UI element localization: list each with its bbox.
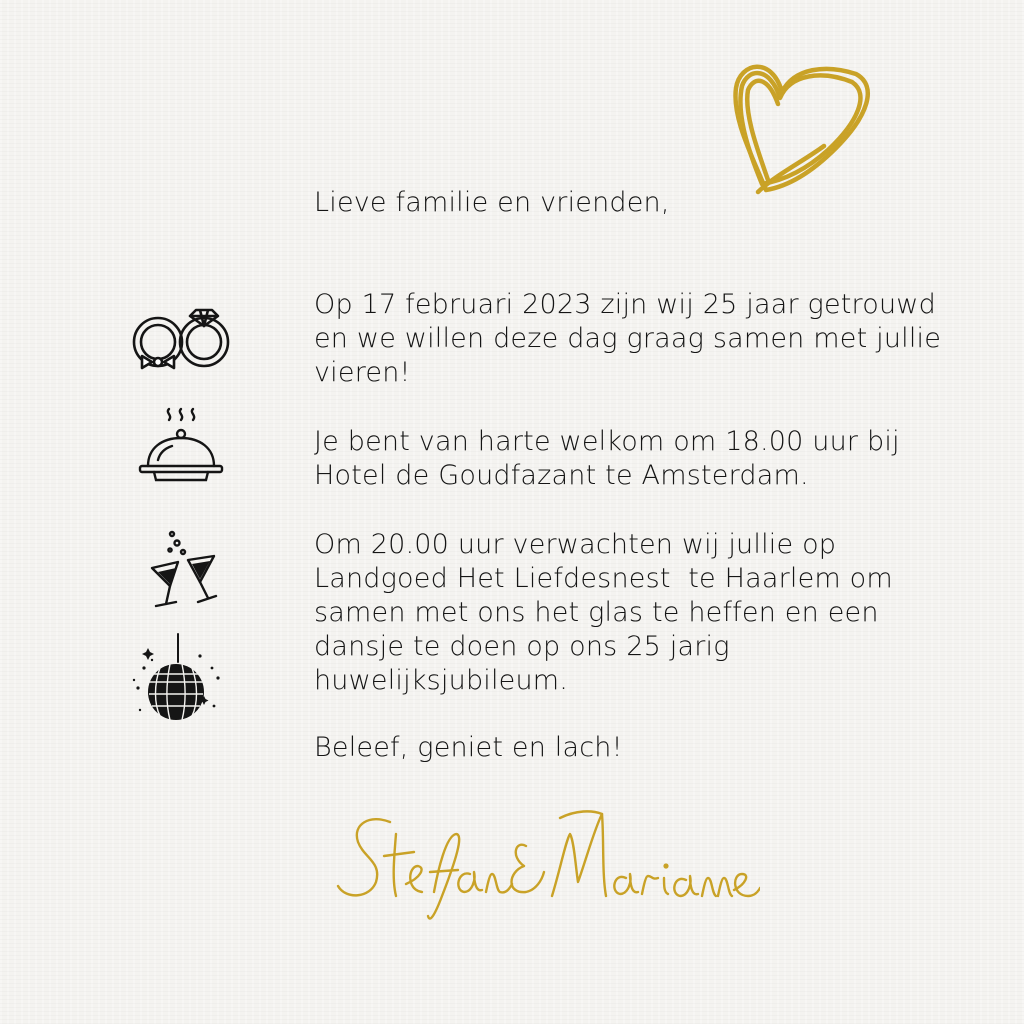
- text-line: Landgoed Het Liefdesnest te Haarlem om: [314, 563, 893, 594]
- signature: [330, 800, 760, 930]
- food-cloche-icon: [136, 406, 228, 486]
- text-line: Hotel de Goudfazant te Amsterdam.: [314, 460, 809, 491]
- text-line: en we willen deze dag graag samen met jullie: [314, 323, 942, 354]
- paragraph-dinner: [314, 425, 900, 493]
- text-line: vieren!: [314, 357, 411, 388]
- disco-ball-icon: [130, 632, 226, 728]
- closing-line: Beleef, geniet en lach!: [314, 732, 623, 763]
- text-line: samen met ons het glas te heffen en een: [314, 597, 879, 628]
- text-line: Je bent van harte welkom om 18.00 uur bij: [314, 426, 900, 457]
- text-line: dansje te doen op ons 25 jarig: [314, 631, 730, 662]
- text-line: huwelijksjubileum.: [314, 665, 569, 696]
- paragraph-party: [314, 528, 893, 698]
- greeting: Lieve familie en vrienden,: [314, 187, 670, 218]
- champagne-toast-icon: [144, 530, 220, 612]
- text-line: Om 20.00 uur verwachten wij jullie op: [314, 529, 837, 560]
- heart-icon: [728, 52, 878, 202]
- paragraph-date: [314, 288, 941, 390]
- text-line: Op 17 februari 2023 zijn wij 25 jaar getrouwd: [314, 289, 936, 320]
- wedding-rings-icon: [130, 296, 234, 376]
